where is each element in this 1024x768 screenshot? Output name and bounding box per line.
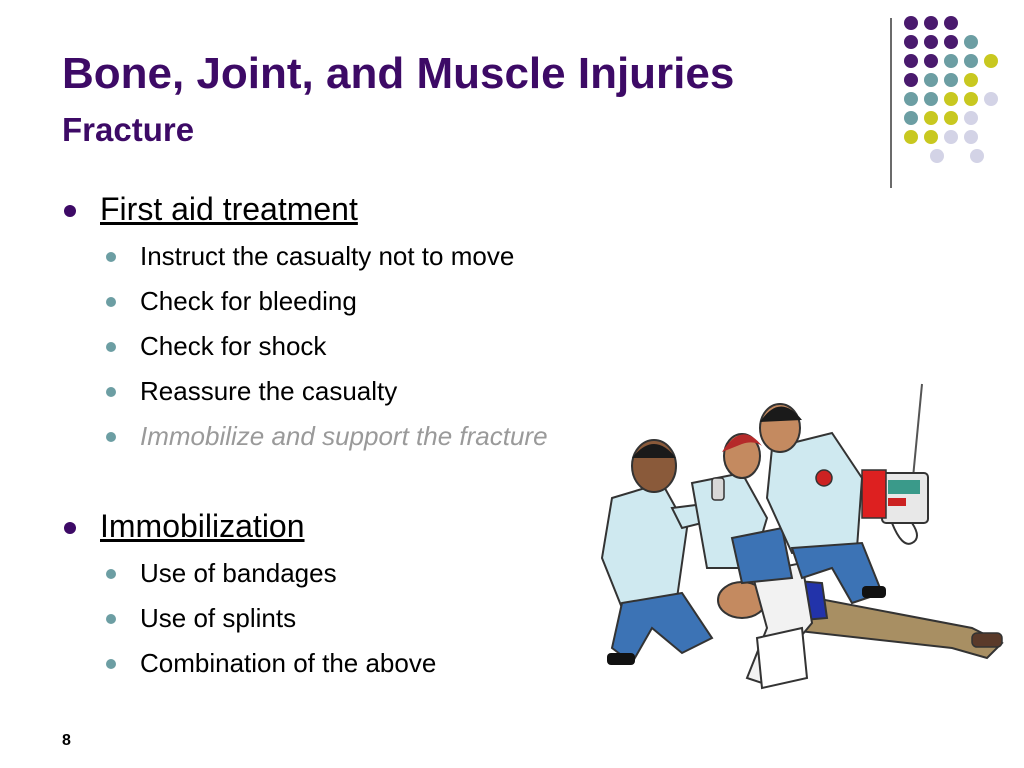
- decor-dot: [970, 149, 984, 163]
- decor-dot: [924, 130, 938, 144]
- decor-dot: [944, 16, 958, 30]
- decor-dot: [944, 73, 958, 87]
- bullet-icon: [106, 659, 116, 669]
- decorative-dot-grid: [900, 12, 1010, 172]
- decor-dot: [904, 54, 918, 68]
- list-item: Use of splints: [62, 596, 662, 641]
- decor-dot: [924, 16, 938, 30]
- decor-dot: [944, 130, 958, 144]
- decor-dot: [904, 92, 918, 106]
- bullet-icon: [106, 569, 116, 579]
- bullet-icon: [106, 252, 116, 262]
- list-item: Immobilize and support the fracture: [62, 414, 662, 459]
- bullet-icon: [106, 297, 116, 307]
- decor-dot: [904, 111, 918, 125]
- bullet-icon: [106, 614, 116, 624]
- decor-dot: [944, 92, 958, 106]
- page-number: 8: [62, 732, 71, 749]
- list-item: Use of bandages: [62, 551, 662, 596]
- decor-dot: [944, 54, 958, 68]
- decor-dot: [924, 92, 938, 106]
- decor-dot: [964, 130, 978, 144]
- bullet-icon: [106, 432, 116, 442]
- bullet-icon: [64, 522, 76, 534]
- decor-dot: [964, 111, 978, 125]
- defibrillator-icon: [862, 470, 928, 544]
- section-heading: First aid treatment: [62, 190, 662, 228]
- decor-dot: [924, 54, 938, 68]
- list-item: Combination of the above: [62, 641, 662, 686]
- decor-dot: [984, 92, 998, 106]
- decor-dot: [904, 35, 918, 49]
- bullet-icon: [64, 205, 76, 217]
- list-item: Instruct the casualty not to move: [62, 234, 662, 279]
- decor-dot: [904, 73, 918, 87]
- decor-dot: [930, 149, 944, 163]
- bullet-icon: [106, 387, 116, 397]
- list-item: Reassure the casualty: [62, 369, 662, 414]
- decor-dot: [924, 111, 938, 125]
- list-item: Check for bleeding: [62, 279, 662, 324]
- decor-dot: [904, 130, 918, 144]
- divider-line: [890, 18, 892, 188]
- slide-title: Bone, Joint, and Muscle Injuries: [62, 49, 735, 98]
- decor-dot: [964, 35, 978, 49]
- decor-dot: [904, 16, 918, 30]
- list-item: Check for shock: [62, 324, 662, 369]
- decor-dot: [944, 111, 958, 125]
- decor-dot: [964, 92, 978, 106]
- decor-dot: [924, 73, 938, 87]
- decor-dot: [964, 54, 978, 68]
- decor-dot: [964, 73, 978, 87]
- section-heading: Immobilization: [62, 507, 662, 545]
- slide-subtitle: Fracture: [62, 111, 195, 148]
- bullet-icon: [106, 342, 116, 352]
- decor-dot: [944, 35, 958, 49]
- paramedics-treating-casualty-illustration: [592, 378, 1012, 698]
- decor-dot: [924, 35, 938, 49]
- bullet-content: [62, 190, 662, 686]
- decor-dot: [984, 54, 998, 68]
